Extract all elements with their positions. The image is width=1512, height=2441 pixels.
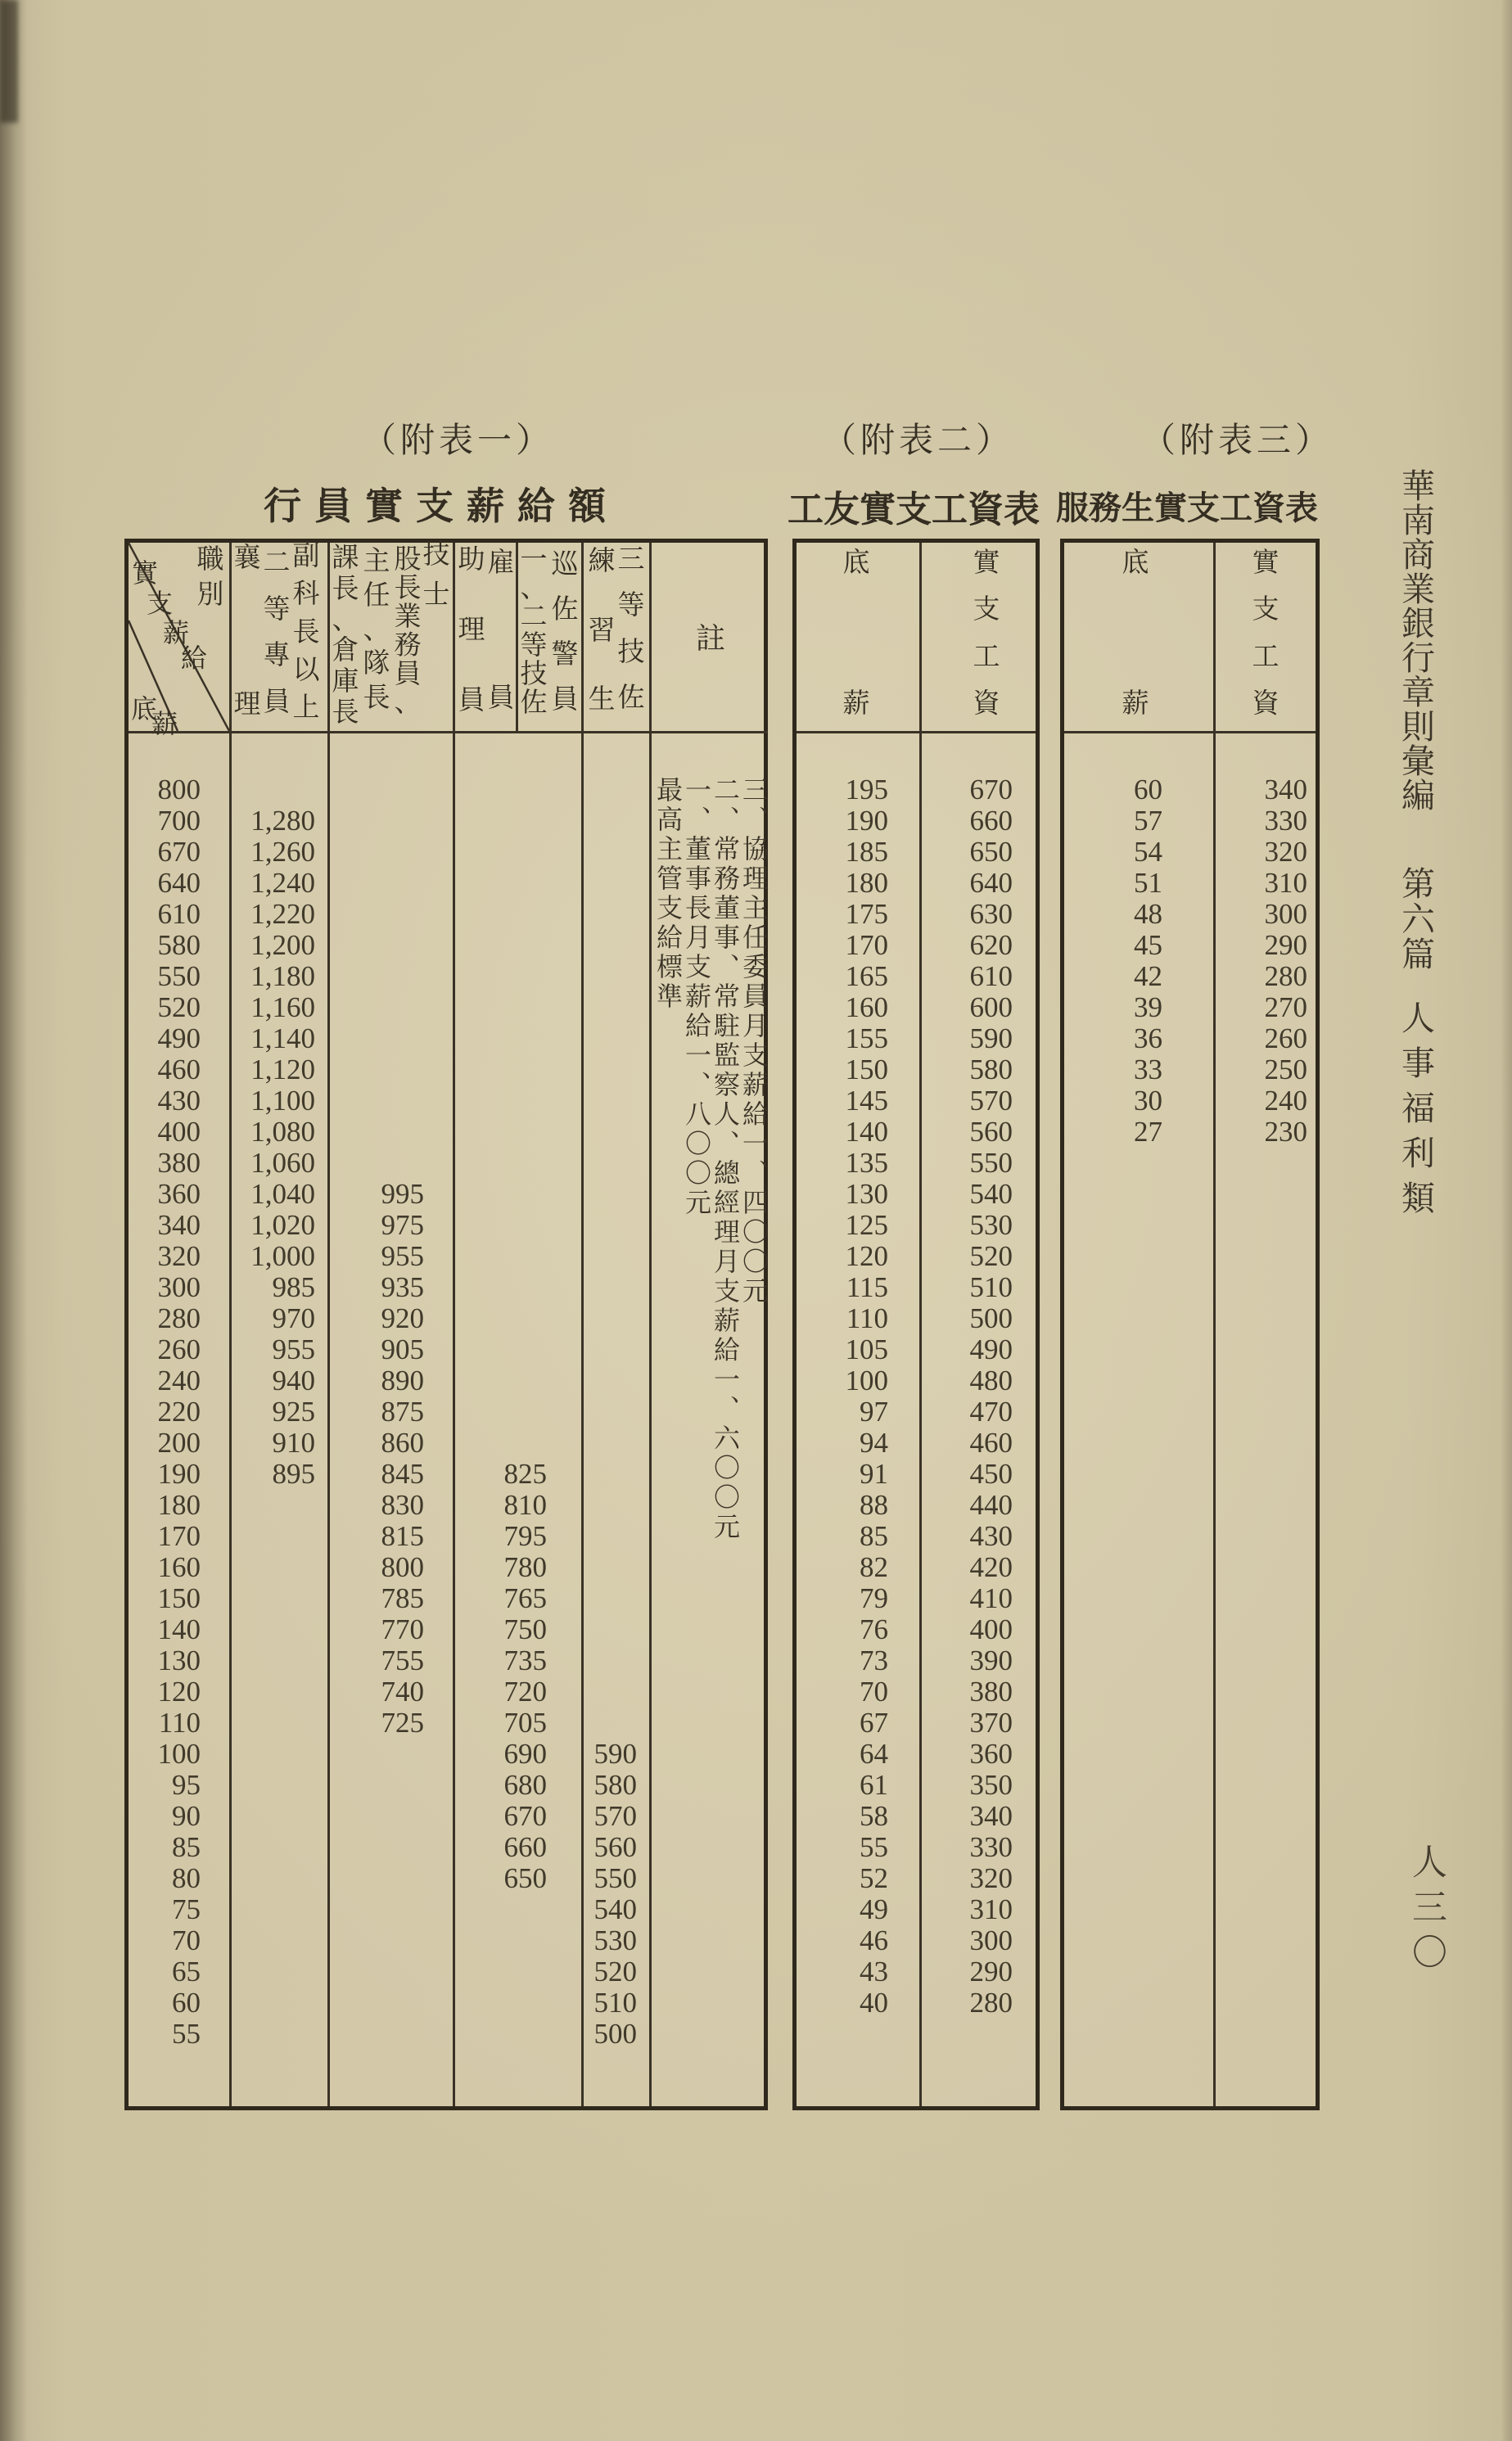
grade-c-line-1: 助 理 員	[458, 545, 485, 715]
table2-caption: （附表二）	[822, 422, 1015, 460]
page-gutter-shadow	[0, 0, 28, 2441]
grade-c-line-2: 雇 員	[487, 548, 515, 713]
t1-rule-note	[649, 543, 652, 2106]
note-column-header: 註	[696, 622, 726, 655]
margin-section-title: 第六篇	[1397, 866, 1434, 972]
grade-b-line-4: 技 士	[422, 540, 450, 610]
t2-rule-col	[919, 543, 922, 2106]
t2-header-separator	[797, 731, 1036, 733]
grade-b-line-2: 主 任 、 隊 長	[363, 547, 390, 713]
margin-category-title: 人事福利類	[1397, 1000, 1434, 1225]
table3-caption: （附表三）	[1141, 422, 1334, 460]
page-number: 人三〇	[1407, 1843, 1446, 1979]
t3-rule-col	[1213, 543, 1216, 2106]
table3-title: 服務生實支工資表	[1056, 490, 1318, 526]
t1-grade-b-values: 995 975 955 935 920 905 890 875 860 845 830 815 800 785 770 755 740 725	[381, 1178, 424, 1739]
grade-a-line-2: 二 等 專 員	[263, 548, 291, 717]
grade-d-line-1: 一 、 二 等 技 佐	[520, 545, 548, 718]
t1-note-line-3: 二、常務董事、常駐監察人、總經理月支薪給一、六〇〇元	[711, 776, 740, 1542]
t3-header-separator	[1064, 731, 1316, 733]
t2-header-base: 底 薪	[842, 548, 870, 719]
t1-base-salary-column: 800 700 670 640 610 580 550 520 490 460 430 400 380 360 340 320 300 280 260 240 220 200 190 180 170 160 150 140 130 120 110 100 95 90 85 80 75 70 65 60 55	[157, 774, 201, 2050]
t1-note-line-4: 三、協理主任委員月支薪給一、四〇〇元	[739, 776, 769, 1306]
margin-book-title: 華南商業銀行章則彙編	[1397, 468, 1434, 812]
t1-notes	[653, 776, 769, 1644]
t3-header-wage: 實 支 工 資	[1252, 548, 1280, 719]
grade-a-line-3: 副 科 長 以 上	[292, 542, 320, 723]
scan-smudge	[0, 0, 18, 123]
t2-header-wage: 實 支 工 資	[973, 548, 1000, 719]
grade-d-line-2: 巡 佐 警 員	[551, 550, 579, 715]
grade-b-line-3: 股 長 業 務 員 、	[394, 545, 422, 718]
grade-e-line-2: 三 等 技 佐	[617, 545, 645, 713]
t1-header-separator	[129, 731, 768, 733]
t1-note-line-2: 一、董事長月支薪給一、八〇〇元	[682, 776, 711, 1218]
t1-rule-col3	[453, 543, 455, 2106]
t1-grade-e-values: 590 580 570 560 550 540 530 520 510 500	[594, 1738, 637, 2050]
corner-label-rank: 職 別	[196, 545, 224, 610]
grade-a-line-1: 襄 理	[233, 544, 261, 720]
t1-note-line-1: 最高主管支給標準	[653, 776, 683, 1012]
table1-title: 行員實支薪給額	[264, 485, 619, 527]
grade-b-line-1: 課 長 、 倉 庫 長	[332, 544, 359, 728]
page-right-edge-shadow	[1501, 0, 1512, 2441]
t2-base-column: 195 190 185 180 175 170 165 160 155 150 145 140 135 130 125 120 115 110 105 100 97 94 91 88 85 82 79 76 73 70 67 64 61 58 55 52 49 46 43 40	[845, 774, 888, 2019]
table2-title: 工友實支工資表	[788, 490, 1040, 530]
t1-grade-a-values: 1,280 1,260 1,240 1,220 1,200 1,180 1,160 1,140 1,120 1,100 1,080 1,060 1,040 1,020 1,000 985 970 955 940 925 910 895	[250, 805, 315, 1490]
t1-grade-cd-values: 825 810 795 780 765 750 735 720 705 690 680 670 660 650	[503, 1458, 547, 1894]
t3-base-column: 60 57 54 51 48 45 42 39 36 33 30 27	[1134, 774, 1162, 1148]
t2-wage-column: 670 660 650 640 630 620 610 600 590 580 570 560 550 540 530 520 510 500 490 480 470 460 450 440 430 420 410 400 390 380 370 360 350 340 330 320 310 300 290 280	[969, 774, 1013, 2019]
grade-e-line-1: 練 習 生	[588, 547, 616, 715]
table1-caption: （附表一）	[362, 422, 555, 460]
t3-header-base: 底 薪	[1122, 548, 1149, 719]
t3-wage-column: 340 330 320 310 300 290 280 270 260 250 240 230	[1264, 774, 1307, 1148]
scanned-book-page: （附表一） 行員實支薪給額 （附表二） 工友實支工資表 （附表三） 服務生實支工資表 華南商業銀行章則彙編 第六篇 人事福利類 人三〇 職 別 實 支 薪 給 底 薪 襄 理 二 等 專 員 副 科 長 以 上 課 長 、 倉 庫 長 主 任 、 隊 長 股 長 業 務 員 、 技 士 助 理 員 雇 員 一 、 二 等 技 佐 巡 佐 警 員 練 習 生 三 等 技 佐 註 800 700 670 640 610 580 550 520 490 460 430 400 380 360 340 320 300 280 260 240 220 200 190 180 170 160 150 140 130 120 110 100 95 90 85 80 75 70 65 60 55 1,280 1,260 1,240 1,220 1,200 1,180 1,160 1,140 1,120 1,100 1,080 1,060 1,040 1,020 1,000 985 970 955 940 925 910 895 995 975 955 935 920 905 890 875 860 845 830 815 800 785 770 755 740 725 825 810 795 780 765 750 735 720 705 690 680 670 660 650 590 580 570 560 550 540 530 520 510 500 最高主管支給標準 一、董事長月支薪給一、八〇〇元 二、常務董事、常駐監察人、總經理月支薪給一、六〇〇元 三、協理主任委員月支薪給一、四〇〇元 底 薪 實 支 工 資 195 190 185 180 175 170 165 160 155 150 145 140 135 130 125 120 115 110 105 100 97 94 91 88 85 82 79 76 73 70 67 64 61 58 55 52 49 46 43 40 670 660 650 640 630 620 610 600 590 580 570 560 550 540 530 520 510 500 490 480 470 460 450 440 430 420 410 400 390 380 370 360 350 340 330 320 310 300 290 280 底 薪 實 支 工 資 60 57 54 51 48 45 42 39 36 33 30 27 340 330 320 310 300 290 280 270 260 250 240 230	[0, 0, 1512, 2441]
